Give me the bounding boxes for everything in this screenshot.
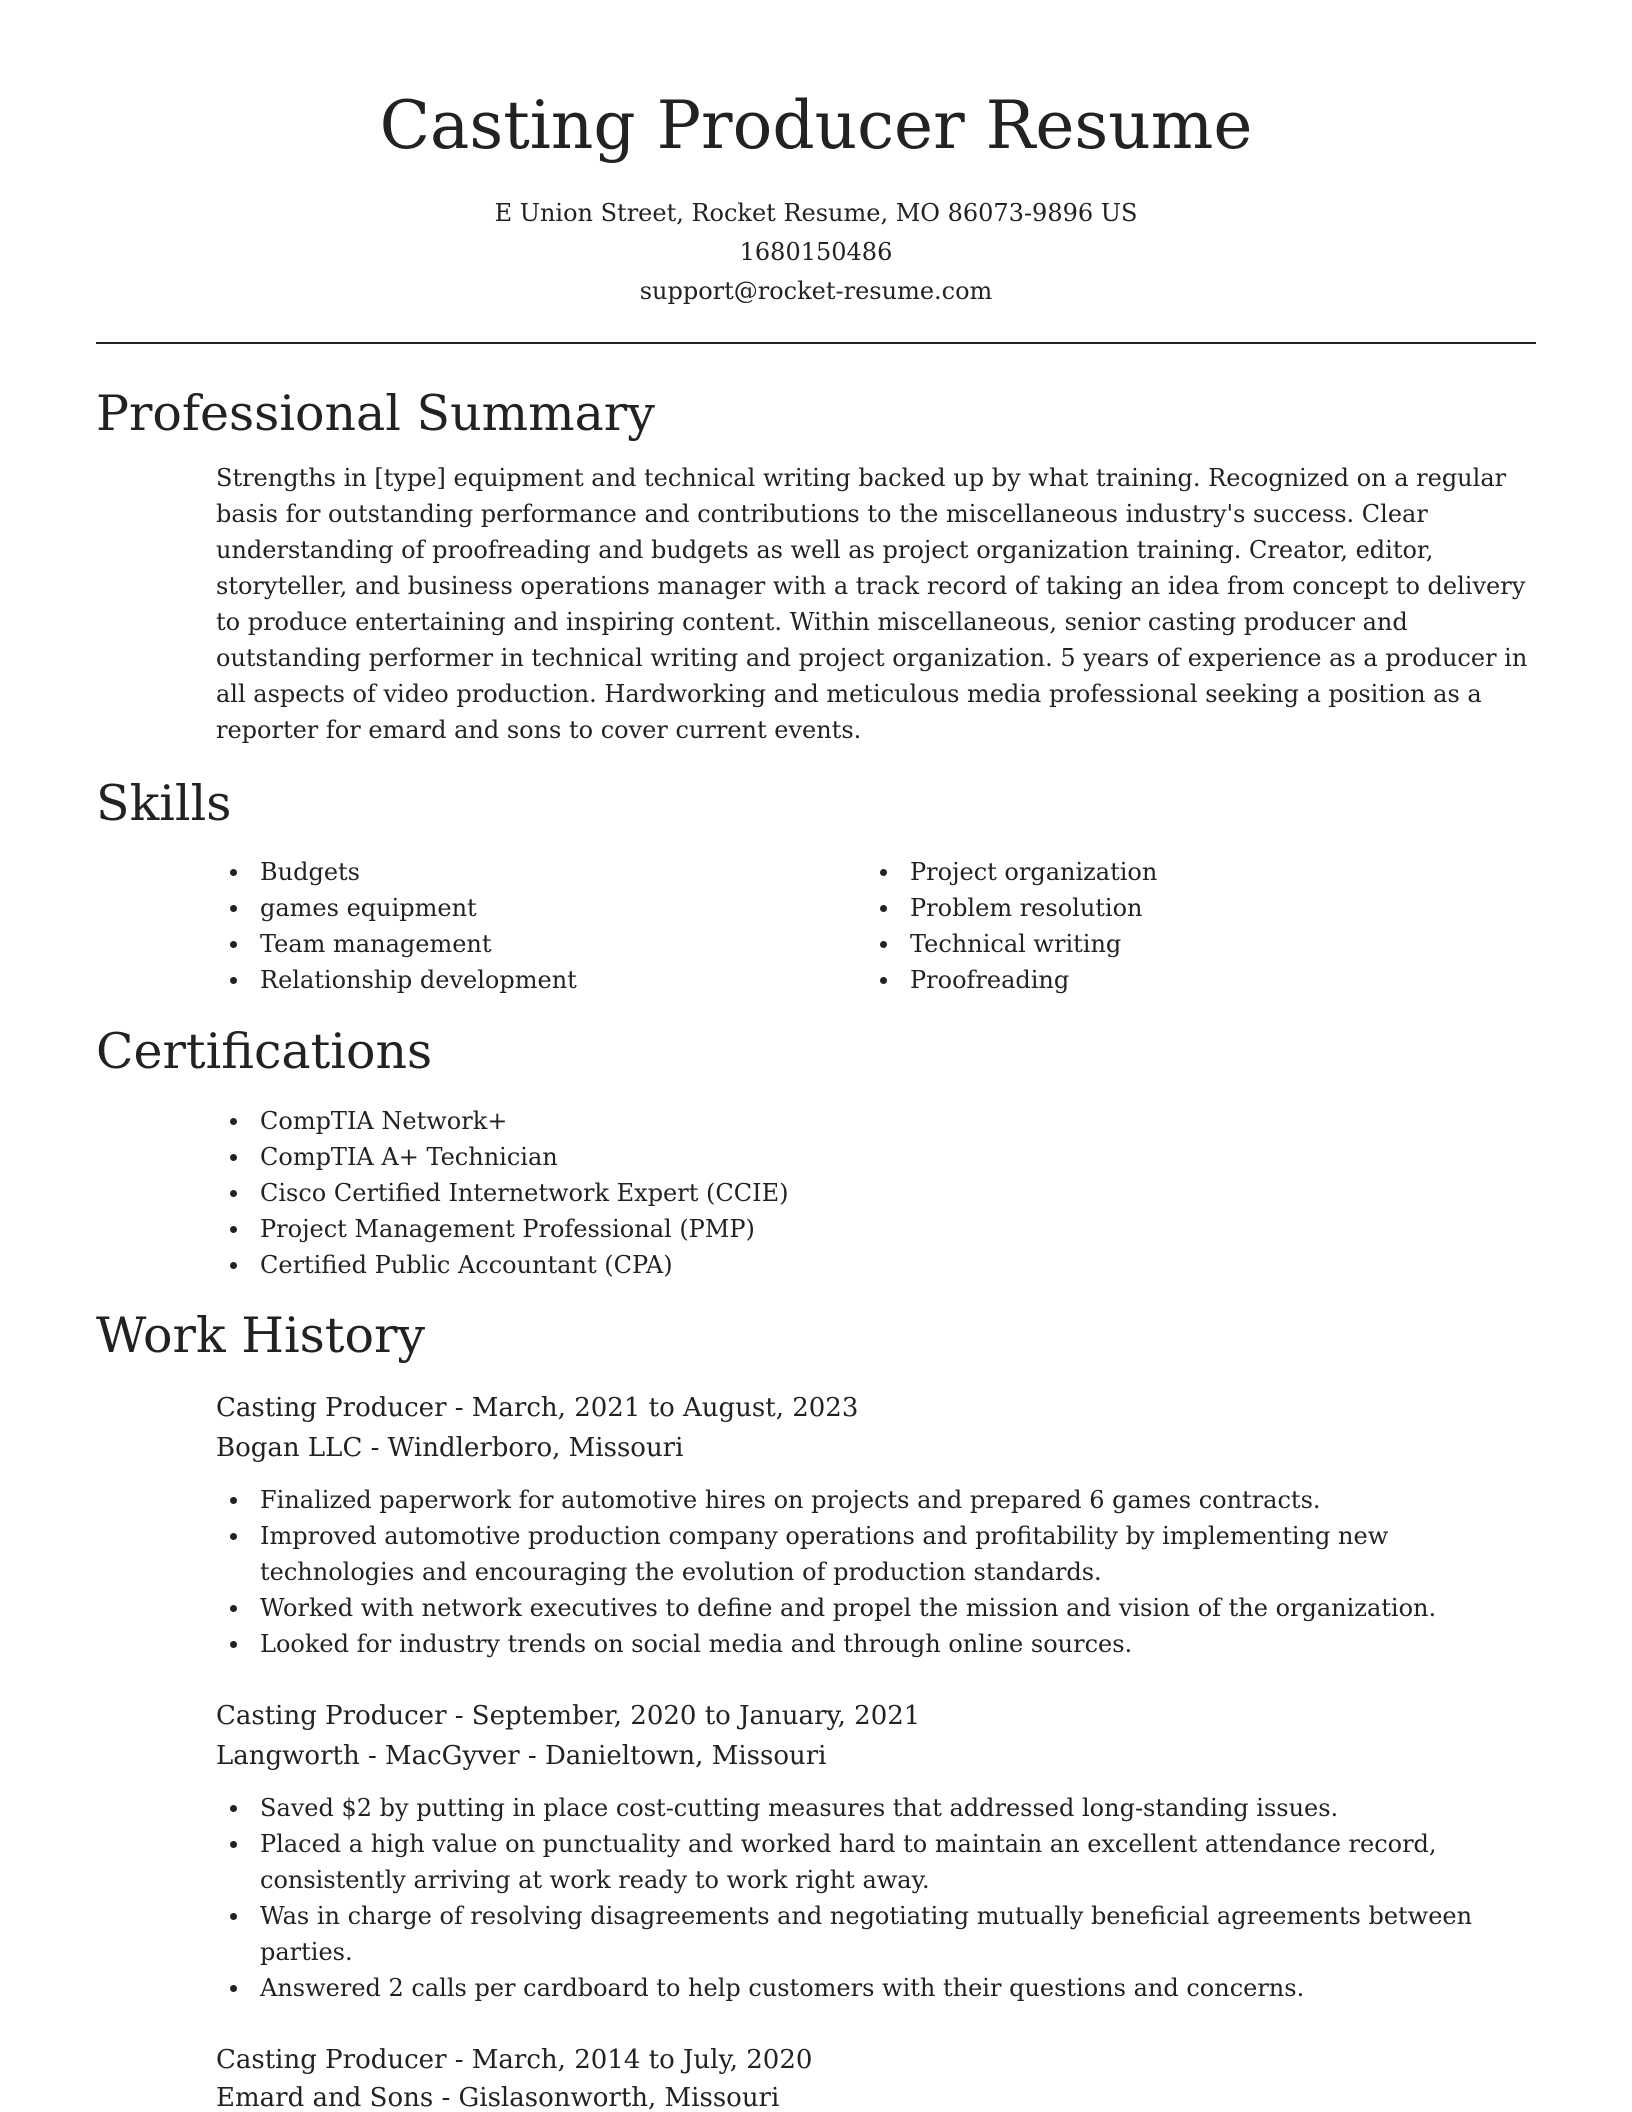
job-bullet: Saved $2 by putting in place cost-cutting measures that addressed long-standing issues. <box>216 1790 1536 1826</box>
certification-item: CompTIA Network+ <box>216 1103 1536 1139</box>
certifications-heading: Certifications <box>96 1023 433 1080</box>
skill-item: Technical writing <box>866 926 1536 962</box>
job-bullet: Finalized paperwork for automotive hires on projects and prepared 6 games contracts. <box>216 1482 1536 1518</box>
contact-block <box>96 194 1536 311</box>
skill-item: Team management <box>216 926 836 962</box>
job-title-line: Casting Producer - September, 2020 to January, 2021 <box>216 1701 921 1731</box>
address-text: E Union Street, Rocket Resume, MO 86073-9896 US <box>494 199 1138 227</box>
summary-heading: Professional Summary <box>96 385 655 442</box>
certification-item: Cisco Certified Internetwork Expert (CCIE) <box>216 1175 1536 1211</box>
skill-item: Project organization <box>866 854 1536 890</box>
job-company-line: Langworth - MacGyver - Danieltown, Missouri <box>216 1741 827 1771</box>
skill-item: Problem resolution <box>866 890 1536 926</box>
phone-text: 1680150486 <box>739 238 893 266</box>
resume-page <box>96 0 1536 2112</box>
skills-list-left <box>216 854 836 998</box>
job-bullets <box>216 1790 1536 2006</box>
certifications-list <box>216 1103 1536 1283</box>
job-company-line: Emard and Sons - Gislasonworth, Missouri <box>216 2083 780 2112</box>
job-bullet: Improved automotive production company operations and profitability by implementing new technologies and encouraging the evolution of production standards. <box>216 1518 1536 1590</box>
skill-item: Relationship development <box>216 962 836 998</box>
certification-item: CompTIA A+ Technician <box>216 1139 1536 1175</box>
work-history-heading: Work History <box>96 1307 426 1364</box>
certification-item: Certified Public Accountant (CPA) <box>216 1247 1536 1283</box>
summary-text: Strengths in [type] equipment and technical writing backed up by what training. Recognized on a regular basis for outstanding performance and contributions to the miscellaneous industry's success. Clear understanding of proofreading and budgets as well as project organization training. Creator, editor, storyteller, and business operations manager with a track record of taking an idea from concept to delivery to produce entertaining and inspiring content. Within miscellaneous, senior casting producer and outstanding performer in technical writing and project organization. 5 years of experience as a producer in all aspects of video production. Hardworking and meticulous media professional seeking a position as a reporter for emard and sons to cover current events. <box>216 464 1528 744</box>
header-divider <box>96 342 1536 344</box>
job-bullet: Was in charge of resolving disagreements and negotiating mutually beneficial agreements between parties. <box>216 1898 1536 1970</box>
skills-list-right <box>866 854 1536 998</box>
job-bullet: Looked for industry trends on social media and through online sources. <box>216 1626 1536 1662</box>
job-title-line: Casting Producer - March, 2014 to July, 2020 <box>216 2045 813 2075</box>
skill-item: Proofreading <box>866 962 1536 998</box>
certification-item: Project Management Professional (PMP) <box>216 1211 1536 1247</box>
skills-heading: Skills <box>96 775 232 832</box>
skill-item: games equipment <box>216 890 836 926</box>
job-bullets <box>216 1482 1536 1662</box>
resume-title: Casting Producer Resume <box>379 87 1253 164</box>
job-title-line: Casting Producer - March, 2021 to August, 2023 <box>216 1393 859 1423</box>
email-text: support@rocket-resume.com <box>639 277 993 305</box>
job-company-line: Bogan LLC - Windlerboro, Missouri <box>216 1433 684 1463</box>
job-bullet: Placed a high value on punctuality and worked hard to maintain an excellent attendance record, consistently arriving at work ready to work right away. <box>216 1826 1536 1898</box>
job-bullet: Worked with network executives to define and propel the mission and vision of the organization. <box>216 1590 1536 1626</box>
job-bullet: Answered 2 calls per cardboard to help customers with their questions and concerns. <box>216 1970 1536 2006</box>
skill-item: Budgets <box>216 854 836 890</box>
